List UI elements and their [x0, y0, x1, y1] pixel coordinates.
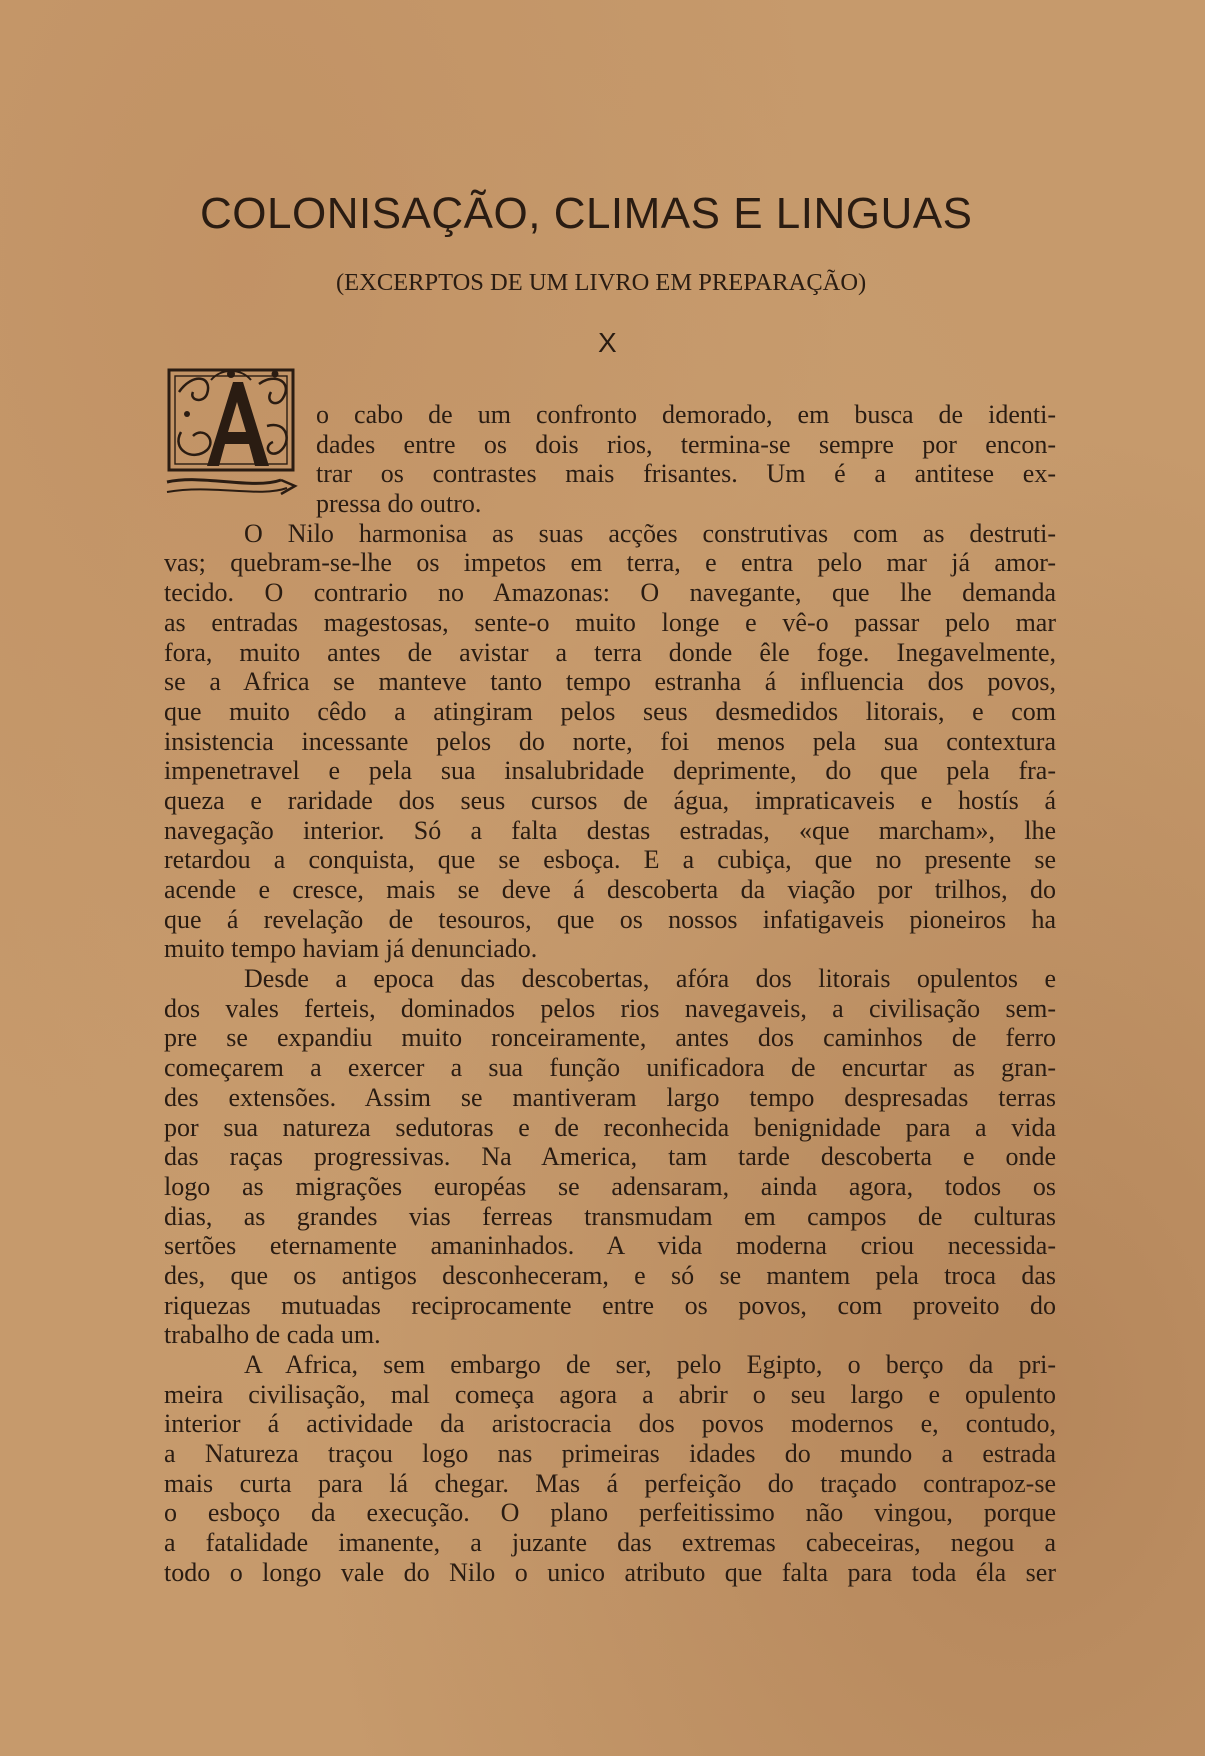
text-line: mais curta para lá chegar. Mas á perfeição do traçado contrapoz-se — [164, 1468, 1056, 1498]
text-line: o cabo de um confronto demorado, em busca de identi- — [316, 400, 1056, 429]
text-line: meira civilisação, mal começa agora a abrir o seu largo e opulento — [164, 1379, 1056, 1409]
text-line: a fatalidade imanente, a juzante das extremas cabeceiras, negou a — [164, 1528, 1056, 1558]
text-line: das raças progressivas. Na America, tam tarde descoberta e onde — [164, 1142, 1056, 1172]
text-line: todo o longo vale do Nilo o unico atributo que falta para toda éla ser — [164, 1557, 1056, 1587]
article-title: COLONISAÇÃO, CLIMAS E LINGUAS — [200, 189, 973, 238]
text-line: dias, as grandes vias ferreas transmudam em campos de culturas — [164, 1201, 1056, 1231]
text-line: riquezas mutuadas reciprocamente entre os povos, com proveito do — [164, 1290, 1056, 1320]
text-line: A Africa, sem embargo de ser, pelo Egipto, o berço da pri- — [244, 1350, 1056, 1379]
text-line: retardou a conquista, que se esboça. E a cubiça, que no presente se — [164, 845, 1056, 875]
text-line: pressa do outro. — [316, 489, 482, 519]
text-line: trabalho de cada um. — [164, 1320, 381, 1350]
text-line: des, que os antigos desconheceram, e só se mantem pela troca das — [164, 1260, 1056, 1290]
text-line: vas; quebram-se-lhe os impetos em terra, e entra pelo mar já amor- — [164, 548, 1056, 578]
text-line: trar os contrastes mais frisantes. Um é a antitese ex- — [316, 459, 1056, 489]
text-line: tecido. O contrario no Amazonas: O navegante, que lhe demanda — [164, 578, 1056, 608]
text-line: as entradas magestosas, sente-o muito longe e vê-o passar pelo mar — [164, 607, 1056, 637]
text-line: des extensões. Assim se mantiveram largo tempo despresadas terras — [164, 1082, 1056, 1112]
text-line: sertões eternamente amaninhados. A vida moderna criou necessida- — [164, 1231, 1056, 1261]
text-line: que á revelação de tesouros, que os nossos infatigaveis pioneiros ha — [164, 904, 1056, 934]
text-line: impenetravel e pela sua insalubridade deprimente, do que pela fra- — [164, 756, 1056, 786]
text-line: o esboço da execução. O plano perfeitissimo não vingou, porque — [164, 1498, 1056, 1528]
section-number: X — [598, 327, 617, 358]
text-line: se a Africa se manteve tanto tempo estranha á influencia dos povos, — [164, 667, 1056, 697]
text-line: dos vales ferteis, dominados pelos rios navegaveis, a civilisação sem- — [164, 993, 1056, 1023]
text-line: começarem a exercer a sua função unificadora de encurtar as gran- — [164, 1053, 1056, 1083]
text-line: queza e raridade dos seus cursos de água, impraticaveis e hostís á — [164, 785, 1056, 815]
text-line: logo as migrações européas se adensaram, ainda agora, todos os — [164, 1171, 1056, 1201]
text-line: interior á actividade da aristocracia dos povos modernos e, contudo, — [164, 1409, 1056, 1439]
text-line: insistencia incessante pelos do norte, foi menos pela sua contextura — [164, 726, 1056, 756]
body-text — [164, 400, 1056, 1588]
text-line: por sua natureza sedutoras e de reconhecida benignidade para a vida — [164, 1112, 1056, 1142]
article-subtitle: (EXCERPTOS DE UM LIVRO EM PREPARAÇÃO) — [336, 269, 867, 296]
text-line: muito tempo haviam já denunciado. — [164, 934, 538, 964]
text-line: Desde a epoca das descobertas, afóra dos litorais opulentos e — [244, 964, 1056, 994]
text-line: O Nilo harmonisa as suas acções construtivas com as destruti- — [244, 518, 1056, 548]
text-line: pre se expandiu muito ronceiramente, antes dos caminhos de ferro — [164, 1023, 1056, 1053]
text-line: dades entre os dois rios, termina-se sempre por encon- — [316, 429, 1056, 459]
text-line: a Natureza traçou logo nas primeiras idades do mundo a estrada — [164, 1439, 1056, 1469]
text-line: fora, muito antes de avistar a terra donde êle foge. Inegavelmente, — [164, 637, 1056, 667]
text-line: que muito cêdo a atingiram pelos seus desmedidos litorais, e com — [164, 696, 1056, 726]
text-line: acende e cresce, mais se deve á descoberta da viação por trilhos, do — [164, 875, 1056, 904]
text-line: navegação interior. Só a falta destas estradas, «que marcham», lhe — [164, 815, 1056, 845]
